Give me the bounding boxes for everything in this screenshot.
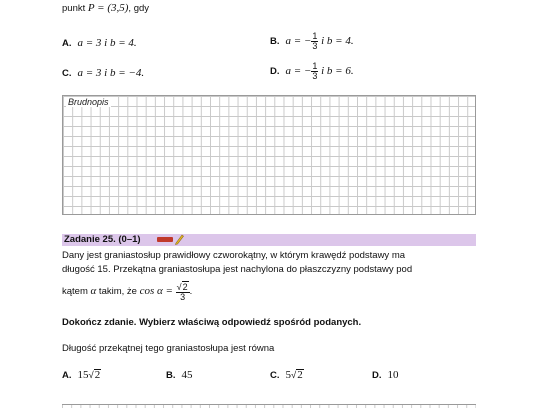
fraction-numerator: 1 <box>312 61 318 71</box>
fraction-numerator: 1 <box>312 31 318 41</box>
option-text: 45 <box>181 369 193 381</box>
option-letter: A. <box>62 370 72 381</box>
q24-option-b[interactable] <box>270 32 354 51</box>
task-header-bar <box>62 234 476 246</box>
option-text-pre: a = − <box>285 35 312 48</box>
coefficient: 15 <box>77 369 89 381</box>
points-badge-icon <box>157 237 173 242</box>
option-letter: B. <box>270 36 280 48</box>
q25-answer-c[interactable]: C. 5√2 <box>270 369 303 381</box>
q24-stem-prefix: punkt <box>62 3 88 14</box>
q25-answer-b[interactable] <box>166 369 193 381</box>
radicand: 2 <box>182 282 188 292</box>
option-letter: D. <box>270 66 280 78</box>
scratch-grid[interactable] <box>62 95 476 215</box>
option-letter: A. <box>62 38 72 49</box>
q25-instruction: Dokończ zdanie. Wybierz właściwą odpowiedź spośród podanych. <box>62 317 362 328</box>
text: kątem <box>62 286 91 298</box>
fraction <box>176 281 190 302</box>
scratch-label: Brudnopis <box>68 97 109 107</box>
q24-stem <box>62 2 149 15</box>
q25-answer-a[interactable]: A. 15√2 <box>62 369 101 381</box>
pencil-icon <box>174 233 184 245</box>
q25-line2: długość 15. Przekątna graniastosłupa jest nachylona do płaszczyzny podstawy pod <box>62 264 413 275</box>
option-letter: D. <box>372 370 382 381</box>
fraction-numerator: √2 <box>176 282 188 292</box>
text: takim, że <box>96 286 140 298</box>
option-text: a = 3 i b = −4. <box>77 67 145 79</box>
option-letter: C. <box>62 68 72 79</box>
fraction-denominator: 3 <box>312 41 318 51</box>
next-scratch-grid-edge <box>62 404 476 408</box>
q24-stem-suffix: , gdy <box>128 3 150 14</box>
text: . <box>189 286 193 298</box>
option-letter: B. <box>166 370 176 381</box>
radicand: 2 <box>94 369 101 381</box>
option-text-pre: a = − <box>285 65 312 78</box>
option-text: a = 3 i b = 4. <box>77 37 137 49</box>
task-title: Zadanie 25. (0–1) <box>64 234 141 245</box>
fraction-denominator: 3 <box>312 71 318 81</box>
fraction-denominator: 3 <box>180 292 186 302</box>
q24-option-c[interactable] <box>62 67 144 79</box>
q25-answer-d[interactable] <box>372 369 399 381</box>
q25-line3 <box>62 281 192 302</box>
alpha-symbol: α <box>90 285 97 298</box>
q24-stem-point: P = (3,5) <box>87 2 129 14</box>
option-letter: C. <box>270 370 280 381</box>
coefficient: 5 <box>285 369 291 381</box>
q24-option-a[interactable] <box>62 37 137 49</box>
q24-option-d[interactable] <box>270 62 354 81</box>
q25-line1: Dany jest graniastosłup prawidłowy czworokątny, w którym krawędź podstawy ma <box>62 250 406 261</box>
option-text: 10 <box>387 369 399 381</box>
option-text-post: i b = 6. <box>318 65 354 78</box>
radicand: 2 <box>297 369 303 381</box>
q25-prompt: Długość przekątnej tego graniastosłupa jest równa <box>62 343 275 354</box>
option-text-post: i b = 4. <box>318 35 354 48</box>
cos-expression: cos α = <box>139 285 173 298</box>
